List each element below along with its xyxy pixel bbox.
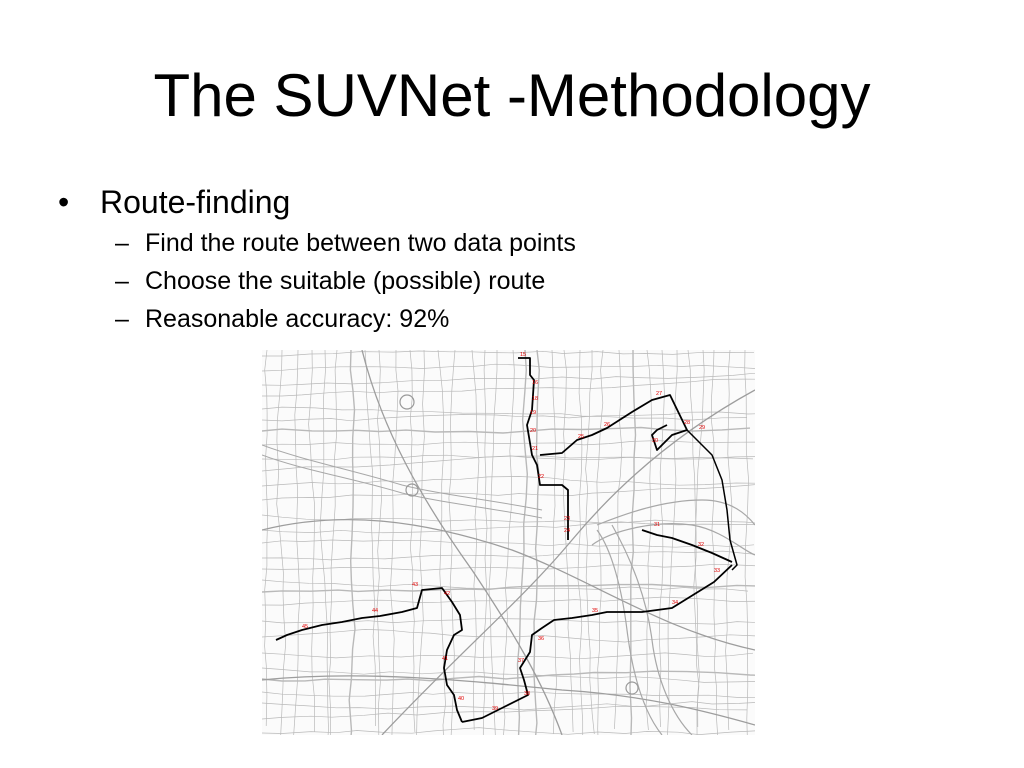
route-segment-northeast bbox=[540, 395, 687, 455]
street bbox=[646, 350, 651, 730]
street bbox=[262, 728, 755, 735]
slide-title: The SUVNet -Methodology bbox=[153, 62, 871, 129]
route-point-label: 29 bbox=[699, 425, 706, 431]
street bbox=[262, 428, 750, 434]
route-point-label: 41 bbox=[442, 656, 449, 662]
street bbox=[349, 350, 355, 735]
route-point-label: 23 bbox=[564, 516, 571, 522]
route-point-label: 21 bbox=[532, 446, 539, 452]
route-path bbox=[276, 358, 737, 722]
route-segment-west bbox=[276, 588, 465, 722]
creek bbox=[262, 455, 545, 518]
route-point-label: 30 bbox=[652, 438, 659, 444]
street bbox=[365, 350, 379, 726]
sub-bullet-marker: – bbox=[115, 229, 129, 257]
route-point-label: 31 bbox=[654, 522, 661, 528]
route-point-label: 22 bbox=[538, 474, 545, 480]
street bbox=[630, 350, 636, 735]
street bbox=[262, 551, 755, 560]
street bbox=[262, 351, 754, 356]
street bbox=[745, 350, 749, 735]
street bbox=[262, 364, 755, 371]
route-point-label: 44 bbox=[372, 608, 379, 614]
route-point-label: 20 bbox=[530, 428, 537, 434]
creek bbox=[262, 445, 545, 510]
route-point-label: 28 bbox=[684, 420, 691, 426]
route-point-label: 42 bbox=[444, 591, 451, 597]
street bbox=[262, 692, 755, 698]
road-network-map bbox=[262, 350, 755, 735]
sub-bullet-accuracy bbox=[100, 300, 576, 338]
sub-bullet-text: Find the route between two data points bbox=[145, 229, 576, 257]
route-point-label: 39 bbox=[492, 706, 499, 712]
river-bank bbox=[612, 525, 692, 735]
street bbox=[320, 350, 328, 735]
street bbox=[586, 350, 595, 734]
bullet-route-finding bbox=[58, 180, 576, 338]
route-point-label: 34 bbox=[672, 600, 679, 606]
bullet-list bbox=[58, 180, 576, 338]
route-point-label: 35 bbox=[592, 608, 599, 614]
road-network bbox=[262, 350, 755, 735]
route-point-label: 16 bbox=[532, 380, 539, 386]
route-point-label: 38 bbox=[524, 691, 531, 697]
sub-bullet-choose-route bbox=[100, 262, 576, 300]
street bbox=[329, 350, 337, 735]
river bbox=[262, 395, 755, 735]
street bbox=[659, 350, 664, 727]
bullet-marker: • bbox=[58, 184, 70, 220]
route-point-label: 18 bbox=[532, 396, 539, 402]
route-point-label: 19 bbox=[530, 410, 537, 416]
interchange bbox=[626, 682, 638, 694]
street bbox=[262, 477, 755, 487]
route-point-label: 40 bbox=[458, 696, 465, 702]
street bbox=[712, 350, 719, 735]
route-point-label: 32 bbox=[698, 542, 705, 548]
route-point-label: 36 bbox=[538, 636, 545, 642]
arterial-road bbox=[262, 676, 755, 725]
street bbox=[262, 373, 755, 385]
street bbox=[262, 520, 755, 533]
sub-bullet-find-route bbox=[100, 224, 576, 262]
route-point-label: 15 bbox=[520, 352, 527, 358]
route-map-image bbox=[262, 350, 755, 735]
street bbox=[262, 629, 755, 642]
sub-bullet-marker: – bbox=[115, 267, 129, 295]
route-point-label: 27 bbox=[656, 391, 663, 397]
route-point-label: 43 bbox=[412, 582, 419, 588]
sub-bullet-text: Choose the suitable (possible) route bbox=[145, 267, 546, 295]
sub-bullet-text: Reasonable accuracy: 92% bbox=[145, 305, 450, 333]
street bbox=[597, 350, 603, 735]
sub-bullet-marker: – bbox=[115, 305, 129, 333]
street bbox=[262, 483, 755, 500]
route-point-label: 26 bbox=[604, 422, 611, 428]
route-point-label: 45 bbox=[302, 624, 309, 630]
route-point-label: 25 bbox=[578, 434, 585, 440]
bullet-text: Route-finding bbox=[100, 184, 291, 220]
street bbox=[262, 597, 755, 605]
street bbox=[262, 564, 755, 570]
street bbox=[262, 653, 753, 659]
route-point-label: 37 bbox=[518, 658, 525, 664]
sub-bullet-list bbox=[100, 224, 576, 338]
street bbox=[262, 668, 755, 682]
street bbox=[265, 350, 268, 726]
route-point-label: 33 bbox=[714, 568, 721, 574]
route-point-label: 24 bbox=[564, 528, 571, 534]
